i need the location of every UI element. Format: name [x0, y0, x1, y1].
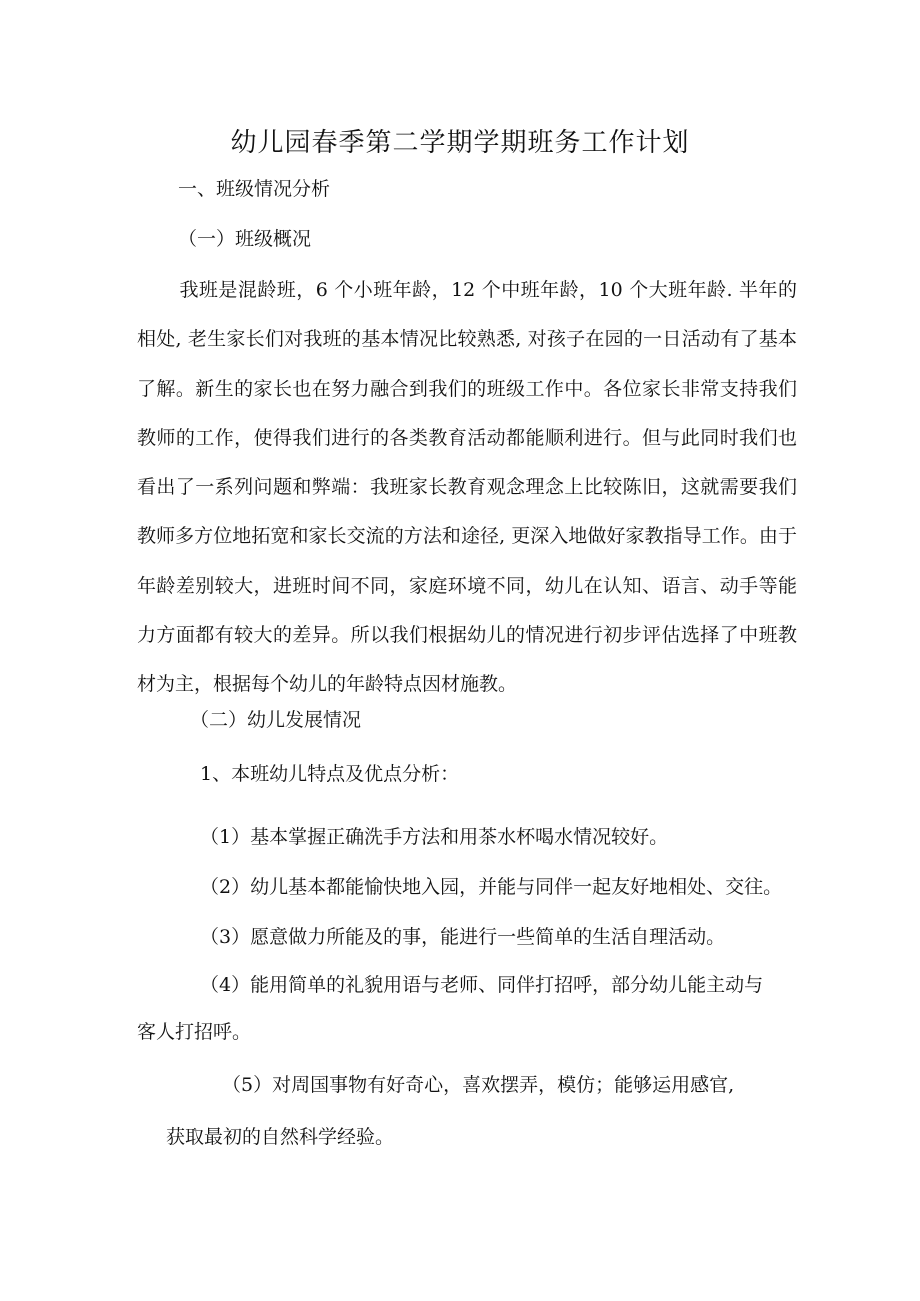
document-title: 幼儿园春季第二学期学期班务工作计划: [230, 128, 690, 158]
list-item: （4）能用简单的礼貌用语与老师、同伴打招呼，部分幼儿能主动与: [200, 974, 764, 996]
class-overview-paragraph: [137, 266, 797, 710]
section-heading: 一、班级情况分析: [178, 178, 331, 200]
subsection-heading: （二）幼儿发展情况: [190, 709, 362, 731]
list-item-continuation: 客人打招呼。: [137, 1021, 252, 1043]
list-item: （3）愿意做力所能及的事，能进行一些简单的生活自理活动。: [200, 926, 726, 948]
list-item-continuation: 获取最初的自然科学经验。: [166, 1126, 395, 1148]
list-item: （2）幼儿基本都能愉快地入园，并能与同伴一起友好地相处、交往。: [200, 876, 783, 898]
list-item: （5）对周国事物有好奇心，喜欢摆弄，模仿；能够运用感官,: [222, 1074, 735, 1096]
list-item: （1）基本掌握正确洗手方法和用茶水杯喝水情况较好。: [200, 826, 669, 848]
paragraph-text: 我班是混龄班，6 个小班年龄，12 个中班年龄，10 个大班年龄. 半年的相处, 老生家长们对我班的基本情况比较熟悉, 对孩子在园的一日活动有了基本了解。新生的家长也在努力融合到我们的班级工作中。各位家长非常支持我们教师的工作，使得我们进行的各类教育活动都能顺利进行。但与此同时我们也看出了一系列问题和弊端：我班家长教育观念理念上比较陈旧，这就需要我们教师多方位地拓宽和家长交流的方法和途径, 更深入地做好家教指导工作。由于年龄差别较大，进班时间不同，家庭环境不同，幼儿在认知、语言、动手等能力方面都有较大的差异。所以我们根据幼儿的情况进行初步评估选择了中班教材为主，根据每个幼儿的年龄特点因材施教。: [137, 279, 797, 696]
subsection-heading: （一）班级概况: [178, 228, 312, 250]
item-heading: 1、本班幼儿特点及优点分析：: [200, 763, 460, 785]
